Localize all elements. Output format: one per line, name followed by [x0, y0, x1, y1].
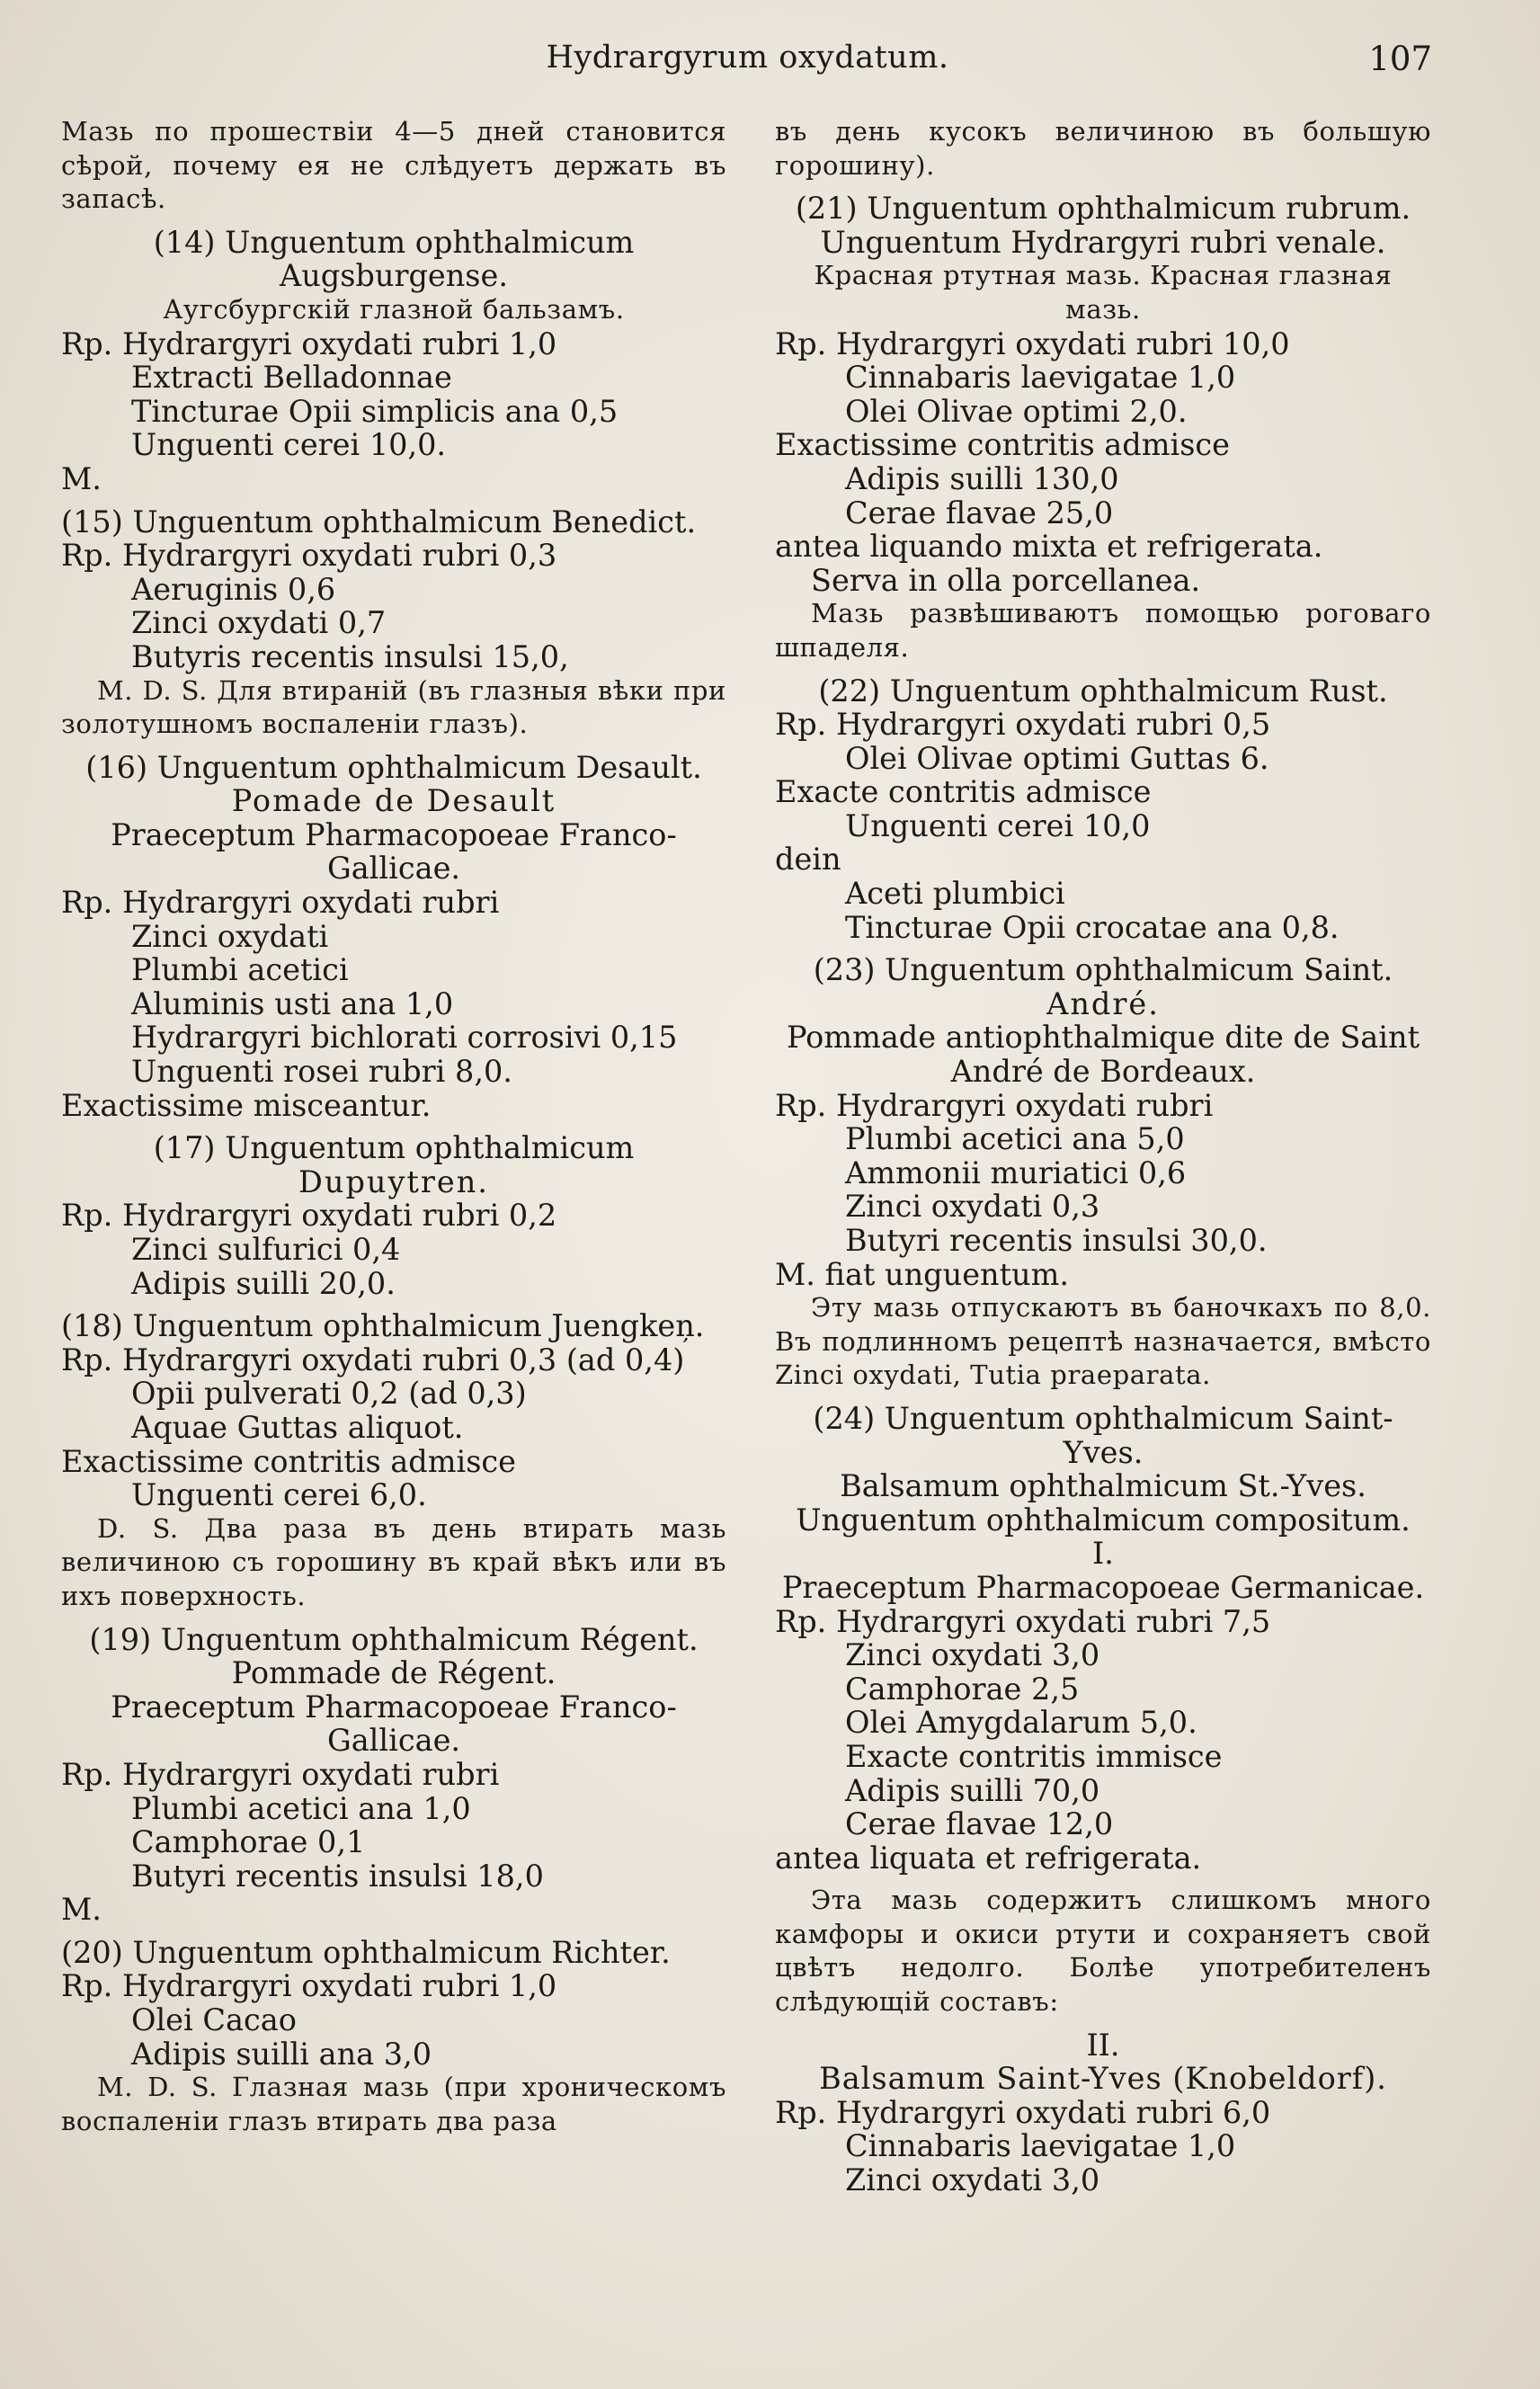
recipe-line: Rp. Hydrargyri oxydati rubri	[775, 1087, 1214, 1123]
recipe-subtitle: Аугсбургскій глазной бальзамъ.	[163, 293, 625, 325]
recipe-line: Rp. Hydrargyri oxydati rubri 0,3 (ad 0,4)	[61, 1342, 685, 1377]
recipe-line: Camphorae 0,1	[131, 1824, 366, 1860]
recipe-line: Rp. Hydrargyri oxydati rubri 7,5	[775, 1603, 1271, 1639]
recipe-line: Serva in olla porcellanea.	[811, 562, 1201, 598]
recipe-line: Plumbi acetici ana 5,0	[845, 1121, 1185, 1157]
recipe-line: Exactissime contritis admisce	[775, 427, 1230, 463]
recipe-line: Aquae Guttas aliquot.	[131, 1409, 464, 1445]
recipe-subtitle: Balsamum Saint-Yves (Knobeldorf).	[819, 2061, 1387, 2097]
recipe-line: Exactissime misceantur.	[61, 1087, 432, 1123]
recipe-line: Cinnabaris laevigatae 1,0	[845, 2128, 1236, 2164]
recipe-line: Hydrargyri bichlorati corrosivi 0,15	[131, 1020, 678, 1056]
recipe-line: Unguenti rosei rubri 8,0.	[131, 1054, 512, 1090]
recipe-line: M.	[61, 1892, 102, 1928]
recipe-line: Zinci oxydati 0,3	[845, 1189, 1100, 1225]
recipe-line: dein	[775, 842, 841, 878]
recipe-line: Tincturae Opii crocatae ana 0,8.	[845, 909, 1340, 945]
recipe-19	[61, 1623, 726, 1927]
recipe-22	[775, 674, 1431, 945]
recipe-note: Эта мазь содержитъ слишкомъ много камфоры и окиси ртути и сохраняетъ свой цвѣтъ недолго. Болѣе употребителенъ слѣдующій составъ:	[775, 1885, 1431, 2018]
recipe-18	[61, 1309, 726, 1613]
recipe-17	[61, 1131, 726, 1300]
recipe-line: Rp. Hydrargyri oxydati rubri 0,5	[775, 707, 1271, 743]
recipe-line: Rp. Hydrargyri oxydati rubri 1,0	[61, 325, 557, 361]
recipe-line: Rp. Hydrargyri oxydati rubri 6,0	[775, 2094, 1271, 2130]
recipe-line: Rp. Hydrargyri oxydati rubri 0,2	[61, 1198, 557, 1234]
recipe-subtitle: André.	[1046, 985, 1160, 1021]
recipe-title: (20) Unguentum ophthalmicum Richter.	[61, 1934, 671, 1970]
recipe-title: (15) Unguentum ophthalmicum Benedict.	[61, 504, 697, 539]
recipe-line: Exacte contritis immisce	[845, 1738, 1223, 1774]
left-column	[61, 115, 726, 2138]
recipe-subtitle: Balsamum ophthalmicum St.-Yves.	[840, 1468, 1366, 1504]
recipe-line: Camphorae 2,5	[845, 1671, 1080, 1707]
recipe-line: Aeruginis 0,6	[131, 571, 336, 607]
recipe-title: (17) Unguentum ophthalmicum	[153, 1130, 635, 1166]
recipe-15	[61, 505, 726, 742]
page-number: 107	[1368, 40, 1432, 78]
recipe-line: Zinci oxydati	[131, 918, 329, 954]
recipe-line: Exacte contritis admisce	[775, 774, 1152, 810]
recipe-line: Zinci sulfurici 0,4	[131, 1232, 401, 1267]
recipe-subtitle-ru: Красная ртутная мазь. Красная глазная мазь.	[814, 260, 1393, 325]
recipe-line: Zinci oxydati 0,7	[131, 605, 387, 641]
recipe-note: M. D. S. Для втираній (въ глазныя вѣки при золотушномъ воспаленіи глазъ).	[61, 674, 726, 740]
recipe-line: Unguenti cerei 10,0.	[131, 427, 447, 463]
recipe-title: (14) Unguentum ophthalmicum Augsburgense.	[153, 224, 635, 294]
recipe-line: Plumbi acetici	[131, 952, 349, 988]
recipe-note: D. S. Два раза въ день втирать мазь величиною съ горошину въ край вѣкъ или въ ихъ поверхность.	[61, 1512, 726, 1611]
recipe-line: M. fiat unguentum.	[775, 1256, 1070, 1292]
recipe-source: Praeceptum Pharmacopoeae Germanicae.	[781, 1569, 1425, 1605]
recipe-line: Adipis suilli 20,0.	[131, 1265, 396, 1301]
recipe-line: Aceti plumbici	[845, 876, 1065, 912]
running-title: Hydrargyrum oxydatum.	[546, 40, 949, 76]
recipe-line: Plumbi acetici ana 1,0	[131, 1790, 471, 1826]
recipe-title: (22) Unguentum ophthalmicum Rust.	[818, 673, 1388, 709]
recipe-line: Extracti Belladonnae	[131, 360, 452, 396]
recipe-line: Rp. Hydrargyri oxydati rubri 0,3	[61, 538, 557, 574]
recipe-title: (19) Unguentum ophthalmicum Régent.	[89, 1621, 699, 1657]
recipe-source: Pommade antiophthalmique dite de Saint André de Bordeaux.	[786, 1020, 1420, 1090]
recipe-subtitle-2: Unguentum ophthalmicum compositum.	[796, 1502, 1411, 1538]
recipe-line: Butyri recentis insulsi 30,0.	[845, 1223, 1268, 1258]
recipe-line: Butyri recentis insulsi 18,0	[131, 1858, 544, 1894]
recipe-line: Olei Amygdalarum 5,0.	[845, 1705, 1197, 1741]
recipe-source: Praeceptum Pharmacopoeae Franco-Gallicae.	[111, 1689, 677, 1759]
recipe-source: Praeceptum Pharmacopoeae Franco-Gallicae.	[111, 816, 677, 887]
recipe-line: Adipis suilli 130,0	[845, 460, 1119, 496]
page-header	[63, 40, 1432, 85]
recipe-subtitle: Unguentum Hydrargyri rubri venale.	[820, 224, 1386, 260]
continuation-text: въ день кусокъ величиною въ большую горошину).	[775, 116, 1431, 181]
recipe-20	[61, 1936, 726, 2139]
recipe-24	[775, 1402, 1431, 2197]
recipe-line: M.	[61, 460, 102, 496]
recipe-line: Cerae flavae 12,0	[845, 1806, 1114, 1842]
right-column	[775, 115, 1431, 2197]
recipe-line: Rp. Hydrargyri oxydati rubri	[61, 885, 500, 921]
recipe-title: (23) Unguentum ophthalmicum Saint.	[813, 952, 1393, 988]
recipe-title: (21) Unguentum ophthalmicum rubrum.	[795, 191, 1411, 227]
recipe-line: Opii pulverati 0,2 (ad 0,3)	[131, 1376, 527, 1412]
recipe-line: Cerae flavae 25,0	[845, 495, 1114, 530]
recipe-line: Exactissime contritis admisce	[61, 1443, 516, 1479]
recipe-line: Butyris recentis insulsi 15,0,	[131, 638, 569, 674]
recipe-line: Rp. Hydrargyri oxydati rubri 10,0	[775, 325, 1290, 361]
recipe-line: Ammonii muriatici 0,6	[845, 1154, 1187, 1190]
recipe-23	[775, 953, 1431, 1393]
recipe-line: Olei Olivae optimi Guttas 6.	[845, 740, 1269, 776]
part-number: II.	[1086, 2027, 1120, 2063]
recipe-line: Zinci oxydati 3,0	[845, 2162, 1100, 2198]
recipe-note: Мазь развѣшиваютъ помощью роговаго шпаделя.	[775, 598, 1431, 663]
recipe-line: Rp. Hydrargyri oxydati rubri 1,0	[61, 1968, 557, 2004]
recipe-line: Adipis suilli ana 3,0	[131, 2036, 432, 2072]
intro-paragraph: Мазь по прошествіи 4—5 дней становится сѣрой, почему ея не слѣдуетъ держать въ запасѣ.	[61, 116, 726, 215]
recipe-line: Tincturae Opii simplicis ana 0,5	[131, 393, 619, 429]
recipe-title: (18) Unguentum ophthalmicum Juengkeņ.	[61, 1308, 705, 1344]
recipe-note: M. D. S. Глазная мазь (при хроническомъ воспаленіи глазъ втирать два раза	[61, 2072, 726, 2136]
recipe-16	[61, 751, 726, 1123]
recipe-line: Olei Cacao	[131, 2002, 297, 2038]
recipe-line: Zinci oxydati 3,0	[845, 1637, 1100, 1673]
recipe-line: Olei Olivae optimi 2,0.	[845, 393, 1188, 429]
recipe-14	[61, 226, 726, 496]
recipe-line: Cinnabaris laevigatae 1,0	[845, 360, 1236, 396]
recipe-note: Эту мазь отпускаютъ въ баночкахъ по 8,0. Въ подлинномъ рецептѣ назначается, вмѣсто Zinci oxydati, Tutia praeparata.	[775, 1292, 1431, 1391]
recipe-title: (24) Unguentum ophthalmicum Saint-Yves.	[813, 1400, 1393, 1470]
recipe-line: Rp. Hydrargyri oxydati rubri	[61, 1756, 500, 1792]
recipe-subtitle: Pommade de Régent.	[231, 1655, 556, 1691]
recipe-title: (16) Unguentum ophthalmicum Desault.	[85, 749, 702, 785]
recipe-line: Unguenti cerei 10,0	[845, 807, 1151, 843]
part-number: I.	[1092, 1536, 1114, 1572]
recipe-line: antea liquata et refrigerata.	[775, 1840, 1202, 1876]
recipe-21	[775, 192, 1431, 664]
recipe-line: antea liquando mixta et refrigerata.	[775, 529, 1323, 565]
recipe-line: Unguenti cerei 6,0.	[131, 1477, 427, 1513]
recipe-subtitle: Dupuytren.	[298, 1163, 489, 1199]
recipe-subtitle: Pomade de Desault	[231, 783, 556, 819]
recipe-line: Aluminis usti ana 1,0	[131, 985, 454, 1021]
recipe-line: Adipis suilli 70,0	[845, 1772, 1100, 1808]
